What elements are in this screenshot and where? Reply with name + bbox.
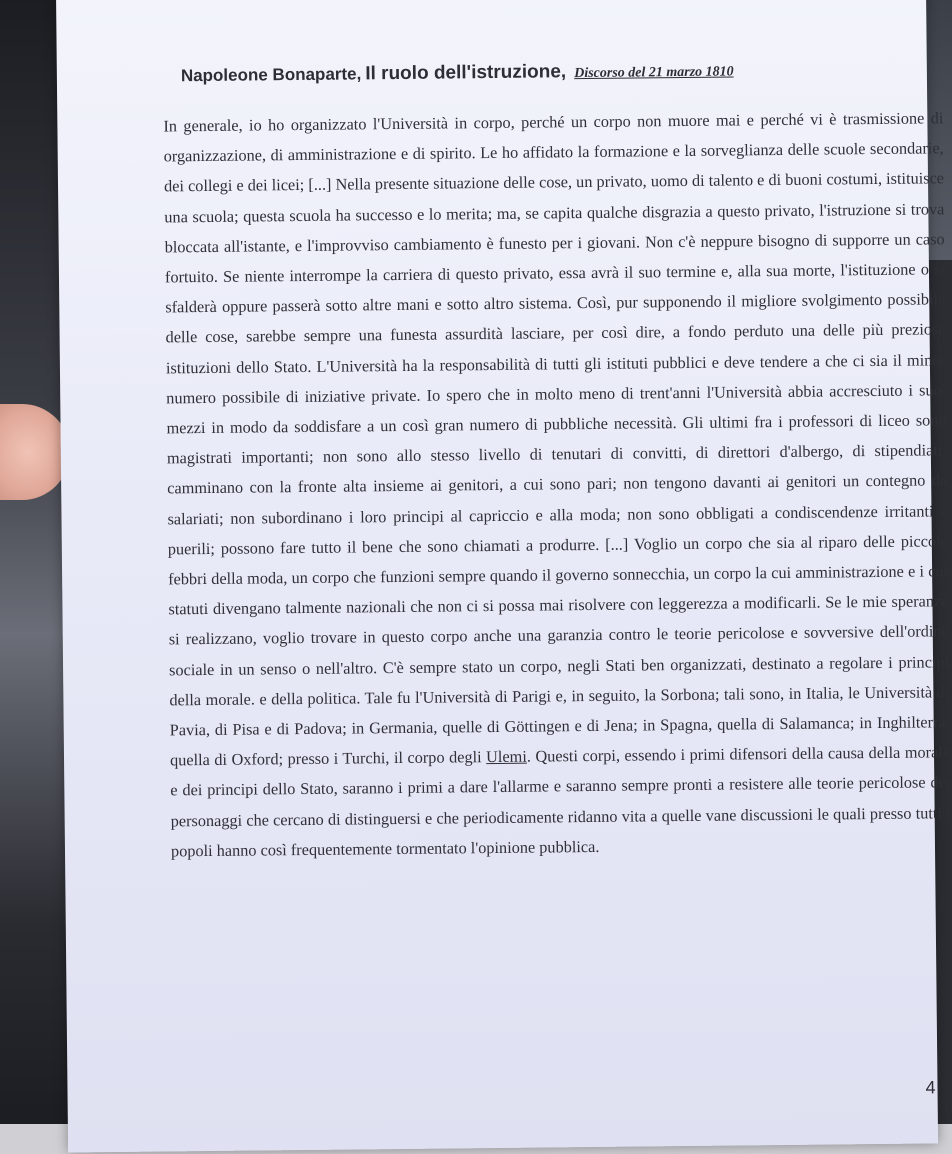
document-page <box>56 0 951 1152</box>
body-text-part-1: In generale, io ho organizzato l'Università in corpo, perché un corpo non muore mai e perché vi è trasmissione di organizzazione, di amministrazione e di spirito. Le ho affidato la formazione e la sorveglianza delle scuole secondarie, dei collegi e dei licei; [...] Nella presente situazione delle cose, un privato, uomo di talento e di buoni costumi, istituisce una scuola; questa scuola ha successo e lo merita; ma, se capita qualche disgrazia a questo privato, l'istruzione si trova bloccata all'istante, e l'improvviso cambiamento è funesto per i giovani. Non c'è neppure bisogno di supporre un caso fortuito. Se niente interrompe la carriera di questo privato, essa avrà il suo termine e, alla sua morte, l'istituzione o si sfalderà oppure passerà sotto altre mani e sotto altro sistema. Così, pur supponendo il migliore svolgimento possibile delle cose, sarebbe sempre una funesta assurdità lasciare, per così dire, a fondo perduto una delle più preziose istituzioni dello Stato. L'Università ha la responsabilità di tutti gli istituti pubblici e deve tendere a che ci sia il minor numero possibile di iniziative private. Io spero che in molto meno di trent'anni l'Università abbia accresciuto i suoi mezzi in modo da soddisfare a un così gran numero di pubbliche necessità. Gli ultimi fra i professori di liceo sono magistrati importanti; non sono allo stesso livello di tenutari di convitti, di direttori d'albergo, di stipendiati; camminano con la fronte alta insieme ai genitori, a cui sono pari; non tengono davanti ai genitori un contegno da salariati; non subordinano i loro principi al capriccio e alla moda; non sono obbligati a condiscendenze irritanti e puerili; possono fare tutto il bene che sono chiamati a produrre. [...] Voglio un corpo che sia al riparo delle piccole febbri della moda, un corpo che funzioni sempre quando il governo sonnecchia, un corpo la cui amministrazione e i cui statuti divengano talmente nazionali che non ci si possa mai risolvere con leggerezza a modificarli. Se le mie speranze si realizzano, voglio trovare in questo corpo anche una garanzia contro le teorie pericolose e sovversive dell'ordine sociale in un senso o nell'altro. C'è sempre stato un corpo, negli Stati ben organizzati, destinato a regolare i principi della morale. e della politica. Tale fu l'Università di Parigi e, in seguito, la Sorbona; tali sono, in Italia, le Università di Pavia, di Pisa e di Padova; in Germania, quelle di Göttingen e di Jena; in Spagna, quella di Salamanca; in Inghilterra, quella di Oxford; presso i Turchi, il corpo degli <box>163 108 950 770</box>
body-text-part-2: . Questi corpi, essendo i primi difensori della causa della morale e dei principi dello Stato, saranno i primi a dare l'allarme e saranno sempre pronti a resistere alle teorie pericolose dei personaggi che cercano di distinguersi e che periodicamente ridanno vita a quelle vane discussioni le quali presso tutti i popoli hanno così frequentemente tormentato l'opinione pubblica. <box>170 742 951 861</box>
title-author: Napoleone Bonaparte, <box>180 64 362 86</box>
body-text-ulemi: Ulemi <box>486 746 527 767</box>
title-main: Il ruolo dell'istruzione, <box>365 61 567 85</box>
page-number: 4 <box>925 1077 936 1098</box>
document-title <box>181 58 901 88</box>
body-paragraph <box>163 103 951 866</box>
title-subtitle: Discorso del 21 marzo 1810 <box>574 64 734 82</box>
